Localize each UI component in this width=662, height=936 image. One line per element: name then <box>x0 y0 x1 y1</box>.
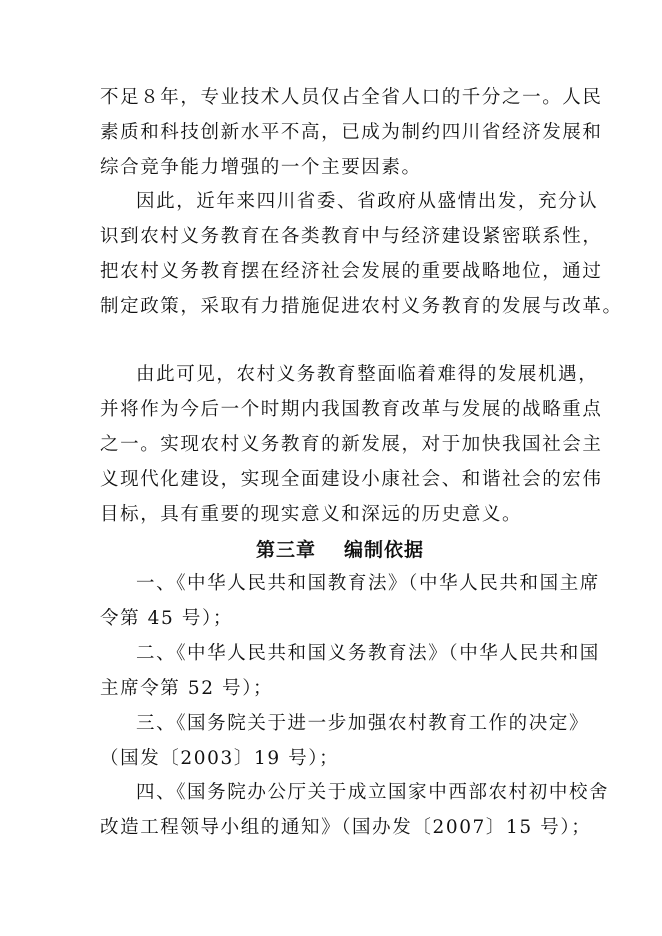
basis-item-2-line-2: 主席令第 52 号）； <box>100 678 274 699</box>
chapter-number: 第三章 <box>256 539 317 561</box>
paragraph-3-line-1: 由此可见，农村义务教育整面临着难得的发展机遇， <box>136 364 599 385</box>
paragraph-1-line-2: 素质和科技创新水平不高，已成为制约四川省经济发展和 <box>100 122 603 143</box>
basis-item-3-line-1: 三、《国务院关于进一步加强农村教育工作的决定》 <box>136 713 590 734</box>
paragraph-3-line-3: 之一。实现农村义务教育的新发展，对于加快我国社会主 <box>100 434 603 455</box>
paragraph-2-line-4: 制定政策，采取有力措施促进农村义务教育的发展与改革。 <box>100 296 623 317</box>
chapter-title: 编制依据 <box>344 539 425 561</box>
basis-item-2-line-1: 二、《中华人民共和国义务教育法》（中华人民共和国 <box>136 643 600 664</box>
paragraph-2-line-1: 因此，近年来四川省委、省政府从盛情出发，充分认 <box>136 191 599 212</box>
chapter-heading <box>256 538 424 562</box>
paragraph-1-line-3: 综合竞争能力增强的一个主要因素。 <box>100 157 422 178</box>
basis-item-1-line-2: 令第 45 号）； <box>100 608 233 629</box>
basis-item-1-line-1: 一、《中华人民共和国教育法》（中华人民共和国主席 <box>136 573 600 594</box>
paragraph-3-line-4: 义现代化建设，实现全面建设小康社会、和谐社会的宏伟 <box>100 469 603 490</box>
basis-item-3-line-2: （国发〔2003〕19 号）； <box>100 748 340 769</box>
paragraph-2-line-2: 识到农村义务教育在各类教育中与经济建设紧密联系性， <box>100 226 603 247</box>
basis-item-4-line-2: 改造工程领导小组的通知》（国办发〔2007〕15 号）； <box>100 817 592 838</box>
paragraph-3-line-2: 并将作为今后一个时期内我国教育改革与发展的战略重点 <box>100 399 603 420</box>
basis-item-4-line-1: 四、《国务院办公厅关于成立国家中西部农村初中校舍 <box>136 782 610 803</box>
paragraph-2-line-3: 把农村义务教育摆在经济社会发展的重要战略地位，通过 <box>100 261 603 282</box>
paragraph-3-line-5: 目标，具有重要的现实意义和深远的历史意义。 <box>100 504 523 525</box>
paragraph-1-line-1: 不足８年，专业技术人员仅占全省人口的千分之一。人民 <box>100 87 603 108</box>
